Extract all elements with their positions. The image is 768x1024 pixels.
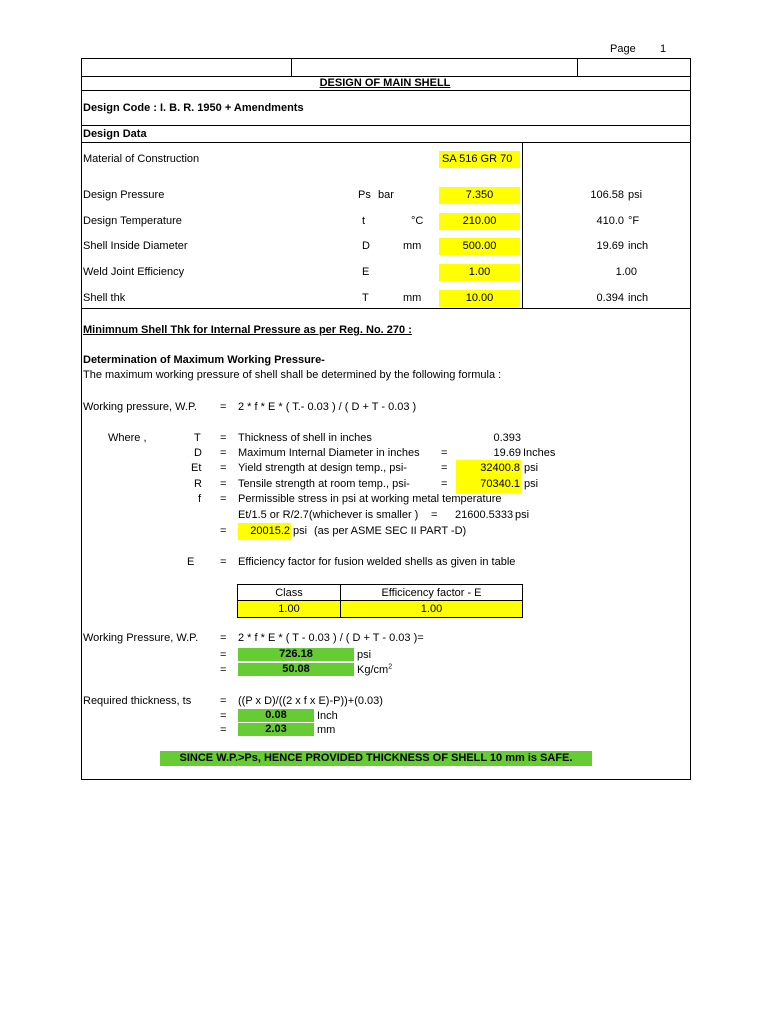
req-thk-mm-equals: =	[220, 724, 227, 736]
design-data-heading: Design Data	[83, 128, 147, 140]
where-f-equals2: =	[431, 509, 438, 521]
where-f-desc: Permissible stress in psi at working metal temperature	[238, 493, 502, 505]
section-heading: Minimnum Shell Thk for Internal Pressure as per Reg. No. 270 :	[83, 324, 412, 336]
where-R-unit: psi	[524, 478, 539, 490]
input-value-efficiency[interactable]: 1.00	[439, 264, 520, 281]
conclusion-banner: SINCE W.P.>Ps, HENCE PROVIDED THICKNESS OF SHELL 10 mm is SAFE.	[160, 751, 592, 766]
where-f-subvalue: 21600.5333	[455, 509, 514, 521]
where-D-desc: Maximum Internal Diameter in inches	[238, 447, 420, 459]
where-Et-unit: psi	[524, 462, 539, 474]
where-R-symbol: R	[194, 478, 202, 490]
where-Et-value[interactable]: 32400.8	[456, 460, 521, 477]
converted-thickness: 0.394	[596, 292, 624, 304]
input-label-material: Material of Construction	[83, 153, 200, 165]
converted-efficiency: 1.00	[615, 266, 637, 278]
converted-unit-temperature: °F	[628, 215, 640, 227]
input-symbol-pressure: Ps	[358, 189, 371, 201]
input-label-thickness: Shell thk	[83, 292, 126, 304]
page-label: Page	[610, 43, 636, 55]
input-value-diameter[interactable]: 500.00	[439, 238, 520, 255]
input-symbol-diameter: D	[362, 240, 370, 252]
frame-right	[690, 58, 691, 780]
where-E-symbol: E	[187, 556, 195, 568]
wp-kg-unit: Kg/cm	[357, 664, 389, 676]
input-label-pressure: Design Pressure	[83, 189, 165, 201]
req-thk-expression: ((P x D)/((2 x f x E)-P))+(0.03)	[238, 695, 383, 707]
where-R-desc: Tensile strength at room temp., psi-	[238, 478, 410, 490]
converted-temperature: 410.0	[596, 215, 624, 227]
converted-unit-diameter: inch	[628, 240, 649, 252]
wp-kg-value: 50.08	[238, 663, 354, 676]
page-number: 1	[660, 43, 667, 55]
where-f-note: (as per ASME SEC II PART -D)	[314, 525, 467, 537]
where-R-equals2: =	[441, 478, 448, 490]
where-f-symbol: f	[198, 493, 202, 505]
where-f-equals: =	[220, 493, 227, 505]
where-T-desc: Thickness of shell in inches	[238, 432, 372, 444]
where-D-symbol: D	[194, 447, 202, 459]
req-thk-equals: =	[220, 695, 227, 707]
where-E-desc: Efficiency factor for fusion welded shells as given in table	[238, 556, 516, 568]
where-Et-equals2: =	[441, 462, 448, 474]
input-value-pressure[interactable]: 7.350	[439, 187, 520, 204]
input-label-temperature: Design Temperature	[83, 215, 182, 227]
req-thk-label: Required thickness, ts	[83, 695, 192, 707]
input-unit-temperature: °C	[411, 215, 424, 227]
input-value-thickness[interactable]: 10.00	[439, 290, 520, 307]
where-R-equals: =	[220, 478, 227, 490]
formula-expression: 2 * f * E * ( T.- 0.03 ) / ( D + T - 0.03 )	[238, 401, 417, 413]
input-value-temperature[interactable]: 210.00	[439, 213, 520, 230]
where-f-unit: psi	[293, 525, 308, 537]
req-thk-mm-unit: mm	[317, 724, 336, 736]
where-Et-equals: =	[220, 462, 227, 474]
efficiency-table	[237, 584, 523, 618]
where-R-value[interactable]: 70340.1	[456, 476, 521, 493]
where-f-subunit: psi	[515, 509, 530, 521]
where-f-subdesc: Et/1.5 or R/2.7(whichever is smaller )	[238, 509, 419, 521]
where-D-equals2: =	[441, 447, 448, 459]
input-label-diameter: Shell Inside Diameter	[83, 240, 188, 252]
table-cell-efficiency[interactable]: 1.00	[420, 603, 443, 615]
input-value-material[interactable]: SA 516 GR 70	[439, 151, 520, 168]
wp-kg-unit-wrap	[357, 664, 392, 677]
converted-unit-thickness: inch	[628, 292, 649, 304]
input-unit-pressure: bar	[378, 189, 394, 201]
input-symbol-thickness: T	[362, 292, 369, 304]
input-label-efficiency: Weld Joint Efficiency	[83, 266, 185, 278]
req-thk-inch-unit: Inch	[317, 710, 338, 722]
input-symbol-temperature: t	[362, 215, 366, 227]
table-cell-class[interactable]: 1.00	[278, 603, 300, 615]
req-thk-inch-value: 0.08	[238, 709, 314, 722]
where-E-equals: =	[220, 556, 227, 568]
frame-top	[81, 58, 691, 59]
wp-psi-equals: =	[220, 649, 227, 661]
where-D-unit: Inches	[523, 447, 556, 459]
req-thk-inch-equals: =	[220, 710, 227, 722]
where-D-equals: =	[220, 447, 227, 459]
converted-diameter: 19.69	[596, 240, 624, 252]
intro-text: The maximum working pressure of shell shall be determined by the following formula :	[83, 369, 502, 381]
wp-psi-value: 726.18	[238, 648, 354, 661]
input-unit-thickness: mm	[403, 292, 422, 304]
where-D-value: 19.69	[493, 447, 521, 459]
wp-result-label: Working Pressure, W.P.	[83, 632, 199, 644]
wp-psi-unit: psi	[357, 649, 372, 661]
input-symbol-efficiency: E	[362, 266, 370, 278]
table-header-efficiency: Efficicency factor - E	[381, 587, 482, 599]
where-label: Where ,	[108, 432, 147, 444]
document-title: DESIGN OF MAIN SHELL	[319, 77, 451, 89]
design-code: Design Code : I. B. R. 1950 + Amendments	[83, 102, 304, 114]
where-Et-symbol: Et	[191, 462, 202, 474]
input-unit-diameter: mm	[403, 240, 422, 252]
where-f-value[interactable]: 20015.2	[238, 523, 291, 540]
where-Et-desc: Yield strength at design temp., psi-	[238, 462, 407, 474]
where-f-equals3: =	[220, 525, 227, 537]
formula-label: Working pressure, W.P.	[83, 401, 197, 413]
where-T-equals: =	[220, 432, 227, 444]
wp-result-expression: 2 * f * E * ( T - 0.03 ) / ( D + T - 0.03 )=	[238, 632, 424, 644]
frame-bottom	[81, 779, 691, 780]
where-T-symbol: T	[194, 432, 201, 444]
where-T-value: 0.393	[493, 432, 521, 444]
req-thk-mm-value: 2.03	[238, 723, 314, 736]
table-header-class: Class	[275, 587, 303, 599]
wp-kg-equals: =	[220, 664, 227, 676]
wp-result-equals: =	[220, 632, 227, 644]
subheading: Determination of Maximum Working Pressure-	[83, 354, 325, 366]
wp-kg-unit-sup: 2	[388, 663, 393, 671]
converted-pressure: 106.58	[590, 189, 624, 201]
formula-equals: =	[220, 401, 227, 413]
converted-unit-pressure: psi	[628, 189, 643, 201]
frame-left	[81, 58, 82, 780]
